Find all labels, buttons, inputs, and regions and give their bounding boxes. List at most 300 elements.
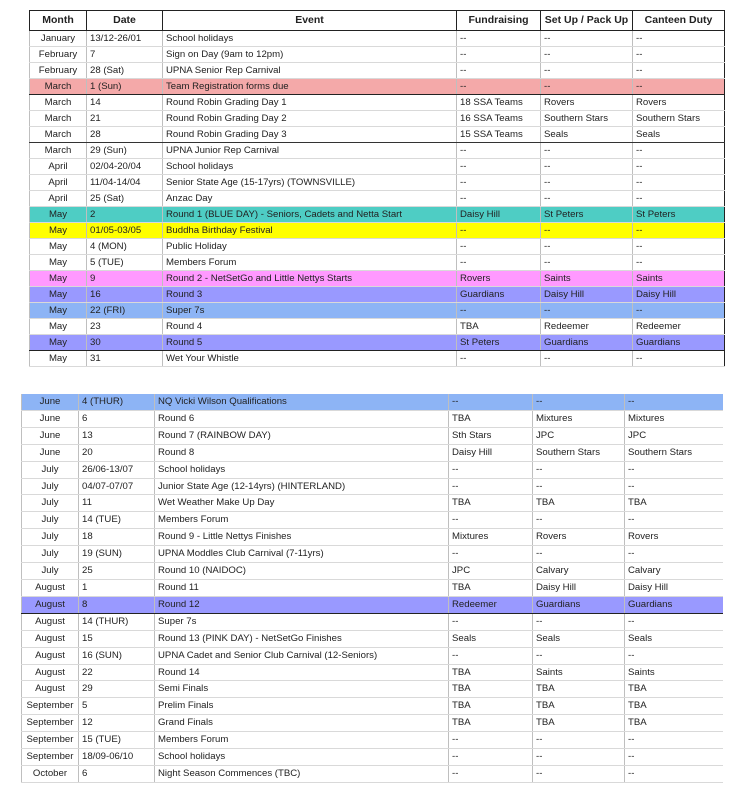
cell-fundraising: Daisy Hill bbox=[449, 444, 533, 461]
cell-event: Round 4 bbox=[163, 319, 457, 335]
cell-event: Members Forum bbox=[163, 255, 457, 271]
cell-canteen-duty: TBA bbox=[625, 681, 723, 698]
cell-canteen-duty: -- bbox=[633, 303, 725, 319]
cell-setup-packup: -- bbox=[533, 394, 625, 410]
cell-setup-packup: St Peters bbox=[541, 207, 633, 223]
cell-month: May bbox=[30, 207, 87, 223]
cell-fundraising: -- bbox=[457, 351, 541, 367]
cell-event: Buddha Birthday Festival bbox=[163, 223, 457, 239]
cell-fundraising: -- bbox=[449, 546, 533, 563]
cell-date: 29 bbox=[79, 681, 155, 698]
cell-setup-packup: -- bbox=[541, 79, 633, 95]
table-row bbox=[30, 143, 725, 159]
cell-fundraising: -- bbox=[457, 143, 541, 159]
cell-event: School holidays bbox=[163, 159, 457, 175]
cell-fundraising: -- bbox=[457, 303, 541, 319]
cell-month: May bbox=[30, 335, 87, 351]
table-row bbox=[30, 223, 725, 239]
cell-event: Round 7 (RAINBOW DAY) bbox=[155, 427, 449, 444]
cell-fundraising: TBA bbox=[449, 698, 533, 715]
cell-month: August bbox=[22, 613, 79, 630]
cell-fundraising: TBA bbox=[457, 319, 541, 335]
table-row bbox=[22, 732, 723, 749]
table-row bbox=[30, 63, 725, 79]
schedule-table-second-half bbox=[21, 394, 723, 783]
table-row bbox=[22, 410, 723, 427]
cell-date: 25 bbox=[79, 563, 155, 580]
cell-month: July bbox=[22, 478, 79, 495]
cell-month: March bbox=[30, 143, 87, 159]
header-setup-packup: Set Up / Pack Up bbox=[541, 11, 633, 31]
cell-date: 14 (THUR) bbox=[79, 613, 155, 630]
cell-month: April bbox=[30, 191, 87, 207]
cell-setup-packup: Daisy Hill bbox=[533, 579, 625, 596]
cell-month: July bbox=[22, 512, 79, 529]
cell-event: Sign on Day (9am to 12pm) bbox=[163, 47, 457, 63]
cell-setup-packup: -- bbox=[541, 143, 633, 159]
cell-month: September bbox=[22, 715, 79, 732]
cell-canteen-duty: Rovers bbox=[633, 95, 725, 111]
cell-canteen-duty: -- bbox=[625, 613, 723, 630]
cell-canteen-duty: Seals bbox=[625, 630, 723, 647]
cell-date: 6 bbox=[79, 410, 155, 427]
cell-date: 1 (Sun) bbox=[87, 79, 163, 95]
cell-fundraising: TBA bbox=[449, 664, 533, 681]
cell-event: Wet Your Whistle bbox=[163, 351, 457, 367]
cell-fundraising: TBA bbox=[449, 410, 533, 427]
table-row bbox=[22, 749, 723, 766]
table-row bbox=[22, 630, 723, 647]
cell-event: Round 9 - Little Nettys Finishes bbox=[155, 529, 449, 546]
cell-fundraising: Rovers bbox=[457, 271, 541, 287]
cell-setup-packup: -- bbox=[541, 351, 633, 367]
cell-date: 4 (MON) bbox=[87, 239, 163, 255]
cell-event: UPNA Moddles Club Carnival (7-11yrs) bbox=[155, 546, 449, 563]
cell-event: Round 3 bbox=[163, 287, 457, 303]
cell-event: School holidays bbox=[155, 461, 449, 478]
cell-setup-packup: -- bbox=[533, 647, 625, 664]
cell-setup-packup: -- bbox=[541, 239, 633, 255]
cell-setup-packup: -- bbox=[541, 175, 633, 191]
cell-date: 16 bbox=[87, 287, 163, 303]
cell-event: Night Season Commences (TBC) bbox=[155, 765, 449, 782]
cell-canteen-duty: -- bbox=[625, 647, 723, 664]
table-row bbox=[22, 698, 723, 715]
cell-canteen-duty: -- bbox=[625, 732, 723, 749]
cell-setup-packup: Saints bbox=[533, 664, 625, 681]
table-row bbox=[30, 335, 725, 351]
cell-month: July bbox=[22, 495, 79, 512]
table-row bbox=[30, 191, 725, 207]
cell-event: Round 2 - NetSetGo and Little Nettys Starts bbox=[163, 271, 457, 287]
table-row bbox=[30, 175, 725, 191]
cell-date: 28 bbox=[87, 127, 163, 143]
cell-event: Round 6 bbox=[155, 410, 449, 427]
cell-month: May bbox=[30, 351, 87, 367]
cell-date: 12 bbox=[79, 715, 155, 732]
cell-month: May bbox=[30, 303, 87, 319]
cell-event: Junior State Age (12-14yrs) (HINTERLAND) bbox=[155, 478, 449, 495]
cell-month: March bbox=[30, 127, 87, 143]
cell-canteen-duty: -- bbox=[633, 159, 725, 175]
cell-setup-packup: Rovers bbox=[541, 95, 633, 111]
cell-canteen-duty: -- bbox=[625, 765, 723, 782]
header-canteen-duty: Canteen Duty bbox=[633, 11, 725, 31]
cell-canteen-duty: TBA bbox=[625, 495, 723, 512]
cell-setup-packup: -- bbox=[533, 613, 625, 630]
cell-fundraising: 15 SSA Teams bbox=[457, 127, 541, 143]
cell-event: Round 10 (NAIDOC) bbox=[155, 563, 449, 580]
cell-event: Round 8 bbox=[155, 444, 449, 461]
cell-date: 16 (SUN) bbox=[79, 647, 155, 664]
cell-event: Round 5 bbox=[163, 335, 457, 351]
table-row bbox=[30, 319, 725, 335]
cell-date: 21 bbox=[87, 111, 163, 127]
cell-date: 22 bbox=[79, 664, 155, 681]
cell-month: June bbox=[22, 444, 79, 461]
cell-date: 14 (TUE) bbox=[79, 512, 155, 529]
cell-fundraising: -- bbox=[457, 63, 541, 79]
cell-canteen-duty: -- bbox=[633, 239, 725, 255]
cell-fundraising: -- bbox=[457, 191, 541, 207]
table-row bbox=[22, 664, 723, 681]
cell-date: 23 bbox=[87, 319, 163, 335]
cell-setup-packup: Rovers bbox=[533, 529, 625, 546]
cell-month: May bbox=[30, 271, 87, 287]
cell-setup-packup: -- bbox=[541, 63, 633, 79]
cell-date: 20 bbox=[79, 444, 155, 461]
cell-month: February bbox=[30, 47, 87, 63]
cell-canteen-duty: Daisy Hill bbox=[633, 287, 725, 303]
table-row bbox=[30, 271, 725, 287]
cell-event: UPNA Junior Rep Carnival bbox=[163, 143, 457, 159]
cell-date: 6 bbox=[79, 765, 155, 782]
cell-fundraising: -- bbox=[457, 223, 541, 239]
cell-canteen-duty: Guardians bbox=[625, 596, 723, 613]
cell-month: June bbox=[22, 427, 79, 444]
cell-date: 9 bbox=[87, 271, 163, 287]
cell-date: 2 bbox=[87, 207, 163, 223]
cell-setup-packup: Saints bbox=[541, 271, 633, 287]
table-row bbox=[30, 351, 725, 367]
cell-setup-packup: Seals bbox=[533, 630, 625, 647]
cell-setup-packup: -- bbox=[533, 546, 625, 563]
cell-date: 11/04-14/04 bbox=[87, 175, 163, 191]
cell-fundraising: -- bbox=[457, 175, 541, 191]
cell-date: 15 bbox=[79, 630, 155, 647]
cell-setup-packup: Seals bbox=[541, 127, 633, 143]
cell-setup-packup: Southern Stars bbox=[533, 444, 625, 461]
cell-date: 13 bbox=[79, 427, 155, 444]
cell-canteen-duty: -- bbox=[633, 31, 725, 47]
cell-date: 29 (Sun) bbox=[87, 143, 163, 159]
cell-setup-packup: -- bbox=[541, 255, 633, 271]
cell-event: Super 7s bbox=[155, 613, 449, 630]
cell-fundraising: -- bbox=[449, 478, 533, 495]
cell-month: August bbox=[22, 647, 79, 664]
table-row bbox=[30, 159, 725, 175]
table-row bbox=[22, 495, 723, 512]
cell-month: July bbox=[22, 563, 79, 580]
cell-canteen-duty: Daisy Hill bbox=[625, 579, 723, 596]
cell-fundraising: -- bbox=[457, 159, 541, 175]
cell-fundraising: TBA bbox=[449, 579, 533, 596]
cell-setup-packup: TBA bbox=[533, 681, 625, 698]
cell-event: Team Registration forms due bbox=[163, 79, 457, 95]
table-row bbox=[22, 596, 723, 613]
table-row bbox=[22, 613, 723, 630]
table-row bbox=[22, 512, 723, 529]
cell-month: July bbox=[22, 461, 79, 478]
cell-date: 8 bbox=[79, 596, 155, 613]
cell-fundraising: -- bbox=[449, 512, 533, 529]
cell-date: 18/09-06/10 bbox=[79, 749, 155, 766]
cell-canteen-duty: -- bbox=[633, 255, 725, 271]
cell-canteen-duty: -- bbox=[633, 63, 725, 79]
cell-date: 7 bbox=[87, 47, 163, 63]
cell-month: August bbox=[22, 681, 79, 698]
cell-canteen-duty: Southern Stars bbox=[633, 111, 725, 127]
cell-setup-packup: Southern Stars bbox=[541, 111, 633, 127]
header-date: Date bbox=[87, 11, 163, 31]
cell-date: 22 (FRI) bbox=[87, 303, 163, 319]
cell-setup-packup: Guardians bbox=[533, 596, 625, 613]
cell-fundraising: TBA bbox=[449, 495, 533, 512]
cell-month: August bbox=[22, 630, 79, 647]
cell-event: Super 7s bbox=[163, 303, 457, 319]
cell-date: 01/05-03/05 bbox=[87, 223, 163, 239]
table-row bbox=[30, 95, 725, 111]
cell-event: NQ Vicki Wilson Qualifications bbox=[155, 394, 449, 410]
cell-canteen-duty: -- bbox=[625, 749, 723, 766]
cell-fundraising: Guardians bbox=[457, 287, 541, 303]
header-month: Month bbox=[30, 11, 87, 31]
cell-setup-packup: -- bbox=[541, 191, 633, 207]
table-row bbox=[22, 394, 723, 410]
table-row bbox=[22, 427, 723, 444]
cell-month: March bbox=[30, 111, 87, 127]
cell-canteen-duty: -- bbox=[625, 478, 723, 495]
cell-setup-packup: -- bbox=[541, 303, 633, 319]
cell-date: 5 bbox=[79, 698, 155, 715]
cell-setup-packup: Redeemer bbox=[541, 319, 633, 335]
cell-fundraising: TBA bbox=[449, 715, 533, 732]
cell-fundraising: -- bbox=[457, 239, 541, 255]
cell-month: April bbox=[30, 175, 87, 191]
cell-month: May bbox=[30, 319, 87, 335]
cell-canteen-duty: -- bbox=[625, 394, 723, 410]
cell-month: May bbox=[30, 255, 87, 271]
cell-event: School holidays bbox=[155, 749, 449, 766]
header-row bbox=[30, 11, 725, 31]
cell-month: January bbox=[30, 31, 87, 47]
cell-canteen-duty: Mixtures bbox=[625, 410, 723, 427]
cell-event: Semi Finals bbox=[155, 681, 449, 698]
cell-setup-packup: TBA bbox=[533, 495, 625, 512]
cell-date: 31 bbox=[87, 351, 163, 367]
cell-fundraising: Mixtures bbox=[449, 529, 533, 546]
cell-canteen-duty: TBA bbox=[625, 715, 723, 732]
cell-setup-packup: TBA bbox=[533, 698, 625, 715]
cell-event: Wet Weather Make Up Day bbox=[155, 495, 449, 512]
cell-event: Members Forum bbox=[155, 512, 449, 529]
cell-event: Public Holiday bbox=[163, 239, 457, 255]
cell-canteen-duty: JPC bbox=[625, 427, 723, 444]
cell-event: Round Robin Grading Day 3 bbox=[163, 127, 457, 143]
cell-fundraising: Seals bbox=[449, 630, 533, 647]
cell-fundraising: Redeemer bbox=[449, 596, 533, 613]
table-row bbox=[30, 287, 725, 303]
table-row bbox=[22, 563, 723, 580]
cell-event: Members Forum bbox=[155, 732, 449, 749]
cell-setup-packup: -- bbox=[533, 461, 625, 478]
cell-month: August bbox=[22, 596, 79, 613]
cell-canteen-duty: -- bbox=[633, 47, 725, 63]
cell-event: Senior State Age (15-17yrs) (TOWNSVILLE) bbox=[163, 175, 457, 191]
table-row bbox=[30, 31, 725, 47]
cell-date: 04/07-07/07 bbox=[79, 478, 155, 495]
cell-fundraising: -- bbox=[457, 79, 541, 95]
cell-fundraising: -- bbox=[449, 749, 533, 766]
cell-setup-packup: -- bbox=[533, 512, 625, 529]
cell-fundraising: -- bbox=[449, 765, 533, 782]
cell-event: UPNA Senior Rep Carnival bbox=[163, 63, 457, 79]
cell-date: 26/06-13/07 bbox=[79, 461, 155, 478]
cell-month: April bbox=[30, 159, 87, 175]
cell-canteen-duty: -- bbox=[625, 512, 723, 529]
cell-setup-packup: JPC bbox=[533, 427, 625, 444]
header-event: Event bbox=[163, 11, 457, 31]
schedule-table-first-half bbox=[29, 10, 725, 367]
cell-event: Round 1 (BLUE DAY) - Seniors, Cadets and Netta Start bbox=[163, 207, 457, 223]
table-row bbox=[22, 546, 723, 563]
cell-date: 28 (Sat) bbox=[87, 63, 163, 79]
cell-event: Prelim Finals bbox=[155, 698, 449, 715]
cell-month: June bbox=[22, 410, 79, 427]
cell-month: October bbox=[22, 765, 79, 782]
cell-event: Round 13 (PINK DAY) - NetSetGo Finishes bbox=[155, 630, 449, 647]
cell-date: 15 (TUE) bbox=[79, 732, 155, 749]
cell-setup-packup: -- bbox=[541, 223, 633, 239]
cell-fundraising: 18 SSA Teams bbox=[457, 95, 541, 111]
cell-fundraising: JPC bbox=[449, 563, 533, 580]
cell-canteen-duty: Seals bbox=[633, 127, 725, 143]
cell-event: Round 11 bbox=[155, 579, 449, 596]
cell-event: Anzac Day bbox=[163, 191, 457, 207]
cell-setup-packup: -- bbox=[541, 31, 633, 47]
cell-date: 14 bbox=[87, 95, 163, 111]
cell-canteen-duty: Calvary bbox=[625, 563, 723, 580]
table-row bbox=[30, 207, 725, 223]
cell-fundraising: Sth Stars bbox=[449, 427, 533, 444]
cell-month: May bbox=[30, 287, 87, 303]
cell-canteen-duty: Southern Stars bbox=[625, 444, 723, 461]
table-row bbox=[30, 79, 725, 95]
table-row bbox=[22, 765, 723, 782]
cell-date: 18 bbox=[79, 529, 155, 546]
cell-canteen-duty: TBA bbox=[625, 698, 723, 715]
cell-setup-packup: -- bbox=[541, 47, 633, 63]
cell-canteen-duty: Redeemer bbox=[633, 319, 725, 335]
cell-event: Round 14 bbox=[155, 664, 449, 681]
cell-canteen-duty: -- bbox=[633, 143, 725, 159]
table-row bbox=[22, 681, 723, 698]
cell-date: 1 bbox=[79, 579, 155, 596]
cell-fundraising: -- bbox=[449, 647, 533, 664]
cell-fundraising: -- bbox=[449, 394, 533, 410]
cell-fundraising: -- bbox=[457, 47, 541, 63]
cell-date: 02/04-20/04 bbox=[87, 159, 163, 175]
cell-fundraising: -- bbox=[457, 255, 541, 271]
cell-canteen-duty: Rovers bbox=[625, 529, 723, 546]
cell-month: March bbox=[30, 79, 87, 95]
cell-date: 19 (SUN) bbox=[79, 546, 155, 563]
cell-date: 25 (Sat) bbox=[87, 191, 163, 207]
table-row bbox=[22, 579, 723, 596]
cell-month: May bbox=[30, 239, 87, 255]
cell-event: Round 12 bbox=[155, 596, 449, 613]
cell-fundraising: -- bbox=[449, 613, 533, 630]
cell-month: June bbox=[22, 394, 79, 410]
cell-setup-packup: Daisy Hill bbox=[541, 287, 633, 303]
cell-canteen-duty: -- bbox=[633, 351, 725, 367]
cell-canteen-duty: Guardians bbox=[633, 335, 725, 351]
cell-fundraising: 16 SSA Teams bbox=[457, 111, 541, 127]
cell-date: 11 bbox=[79, 495, 155, 512]
cell-event: UPNA Cadet and Senior Club Carnival (12-Seniors) bbox=[155, 647, 449, 664]
cell-setup-packup: Mixtures bbox=[533, 410, 625, 427]
cell-fundraising: -- bbox=[457, 31, 541, 47]
cell-fundraising: St Peters bbox=[457, 335, 541, 351]
cell-month: August bbox=[22, 579, 79, 596]
cell-setup-packup: -- bbox=[533, 478, 625, 495]
cell-setup-packup: TBA bbox=[533, 715, 625, 732]
cell-canteen-duty: -- bbox=[633, 175, 725, 191]
header-fundraising: Fundraising bbox=[457, 11, 541, 31]
cell-canteen-duty: -- bbox=[633, 223, 725, 239]
cell-month: February bbox=[30, 63, 87, 79]
table-row bbox=[22, 444, 723, 461]
cell-date: 30 bbox=[87, 335, 163, 351]
cell-canteen-duty: -- bbox=[625, 546, 723, 563]
cell-fundraising: -- bbox=[449, 732, 533, 749]
cell-setup-packup: -- bbox=[541, 159, 633, 175]
cell-event: Grand Finals bbox=[155, 715, 449, 732]
cell-date: 5 (TUE) bbox=[87, 255, 163, 271]
cell-setup-packup: -- bbox=[533, 765, 625, 782]
cell-canteen-duty: -- bbox=[625, 461, 723, 478]
table-row bbox=[22, 647, 723, 664]
cell-setup-packup: Guardians bbox=[541, 335, 633, 351]
cell-month: September bbox=[22, 749, 79, 766]
cell-fundraising: -- bbox=[449, 461, 533, 478]
table-row bbox=[22, 715, 723, 732]
cell-date: 13/12-26/01 bbox=[87, 31, 163, 47]
cell-month: March bbox=[30, 95, 87, 111]
cell-setup-packup: Calvary bbox=[533, 563, 625, 580]
cell-canteen-duty: -- bbox=[633, 191, 725, 207]
cell-month: August bbox=[22, 664, 79, 681]
cell-event: Round Robin Grading Day 2 bbox=[163, 111, 457, 127]
table-row bbox=[30, 127, 725, 143]
cell-month: July bbox=[22, 546, 79, 563]
cell-month: July bbox=[22, 529, 79, 546]
cell-canteen-duty: St Peters bbox=[633, 207, 725, 223]
table-row bbox=[30, 239, 725, 255]
cell-canteen-duty: Saints bbox=[625, 664, 723, 681]
cell-month: May bbox=[30, 223, 87, 239]
table-row bbox=[22, 461, 723, 478]
